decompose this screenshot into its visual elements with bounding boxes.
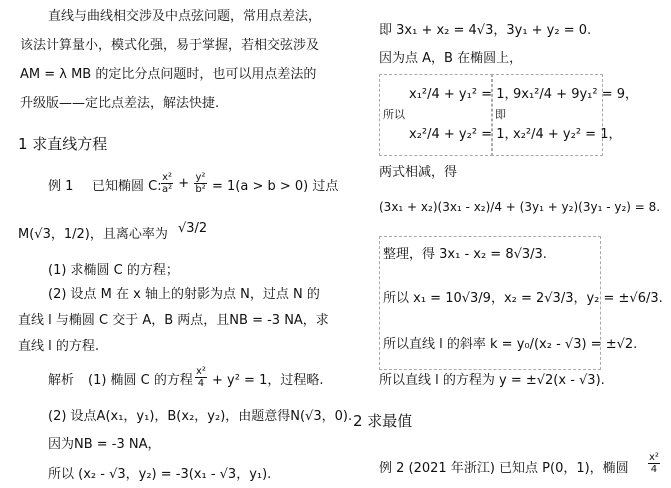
example-1-condition: = 1(a > b > 0) 过点 (212, 179, 339, 194)
ellipse-equation: $\frac{\text{x²}}{\text{a²}}$ + $\frac{\text{y²}}{\text{b²}}$ (162, 172, 206, 195)
m-point: M(√3，1/2)，且离心率为 (18, 227, 168, 242)
system-left-bottom: x₂²/4 + y₂² = 1， (409, 127, 518, 142)
result-line-5: 整理，得 3x₁ - x₂ = 8√3/3. (383, 247, 547, 262)
system-right-bottom: x₂²/4 + y₂² = 1， (513, 127, 622, 142)
solution-3: 因为NB = -3 NA， (48, 437, 161, 452)
solution-1-end: + y² = 1，过程略. (212, 373, 324, 388)
question-2-line-2: 直线 l 与椭圆 C 交于 A，B 两点，且NB = -3 NA，求 (18, 313, 329, 328)
solution-2: (2) 设点A(x₁，y₁)，B(x₂，y₂)，由题意得N(√3，0). (48, 409, 353, 424)
question-1: (1) 求椭圆 C 的方程； (48, 263, 179, 278)
question-2-line-3: 直线 l 的方程. (18, 339, 100, 354)
right-column (347, 0, 671, 488)
question-2-line-1: (2) 设点 M 在 x 轴上的射影为点 N，过点 N 的 (48, 287, 320, 302)
ellipse-fraction: $\frac{\text{x²}}{4}$ (196, 366, 206, 389)
example-2-fraction: $\frac{\text{x²}}{4}$ (649, 452, 659, 475)
line-equation: 所以直线 l 的方程为 y = ±√2(x - √3). (379, 373, 605, 388)
section-2-heading: 2 求最值 (353, 412, 413, 430)
intro-line-3: AM = λ MB 的定比分点问题时，也可以用点差法的 (20, 67, 317, 82)
result-line-2: 因为点 A，B 在椭圆上， (379, 51, 523, 66)
intro-line-1: 直线与曲线相交涉及中点弦问题，常用点差法， (48, 9, 322, 24)
result-line-1: 即 3x₁ + x₂ = 4√3，3y₁ + y₂ = 0. (379, 23, 592, 38)
result-line-6: 所以 x₁ = 10√3/9，x₂ = 2√3/3，y₂ = ±√6/3. (383, 291, 663, 306)
system-middle-label: 即 (495, 108, 506, 121)
system-left-top: x₁²/4 + y₁² = 1， (409, 87, 518, 102)
section-1-heading: 1 求直线方程 (18, 135, 108, 153)
system-label: 所以 (383, 108, 405, 121)
difference-equation: (3x₁ + x₂)(3x₁ - x₂)/4 + (3y₁ + y₂)(3y₁ - y₂) = 8. (379, 200, 661, 214)
subtract-line: 两式相减，得 (379, 165, 458, 180)
intro-line-2: 该法计算量小，模式化强，易于掌握，若相交弦涉及 (20, 38, 320, 53)
solution-label: 解析 (48, 373, 75, 388)
system-right-top: 9x₁²/4 + 9y₁² = 9， (513, 87, 639, 102)
solution-4: 所以 (x₂ - √3，y₂) = -3(x₁ - √3，y₁). (48, 467, 272, 482)
example-1-text: 已知椭圆 C: (92, 179, 162, 194)
eccentricity: √3/2 (178, 221, 208, 236)
intro-line-4: 升级版——定比点差法，解法快捷. (20, 96, 220, 111)
example-1-label: 例 1 (48, 179, 74, 194)
solution-1: (1) 椭圆 C 的方程 (88, 373, 193, 388)
slope-line: 所以直线 l 的斜率 k = y₀/(x₂ - √3) = ±√2. (383, 337, 638, 352)
example-2-text: 例 2 (2021 年浙江) 已知点 P(0，1)，椭圆 (379, 461, 629, 476)
